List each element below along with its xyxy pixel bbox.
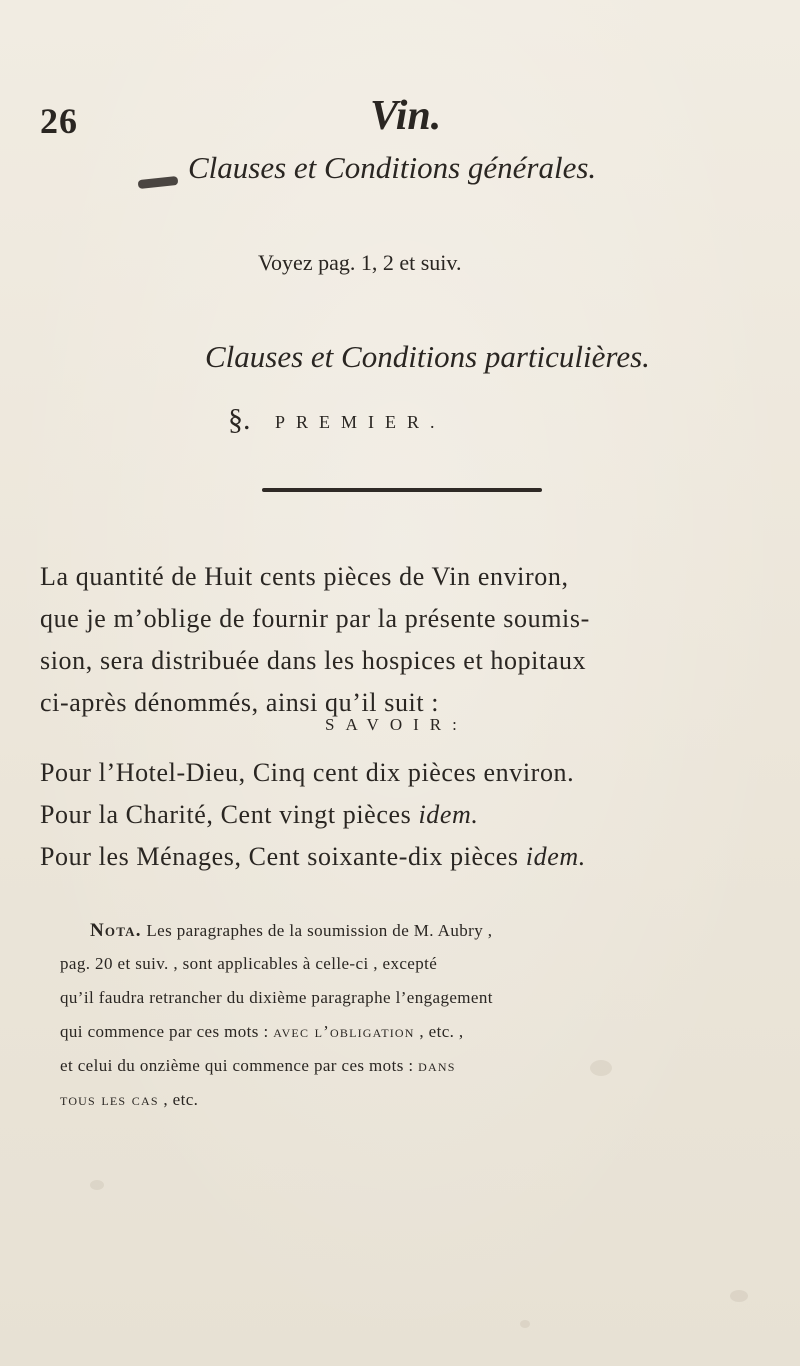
body-line-4: ci-après dénommés, ainsi qu’il suit : (40, 688, 440, 717)
nota-label: Nota. (90, 920, 142, 941)
nota-text: qui commence par ces mots : (60, 1022, 274, 1041)
paper-stain (520, 1320, 530, 1328)
divider-rule (262, 488, 542, 492)
nota-line-6 (60, 1090, 198, 1110)
nota-line-2: pag. 20 et suiv. , sont applicables à celle-ci , excepté (60, 954, 438, 973)
paper-stain (730, 1290, 748, 1302)
nota-text: Les paragraphes de la soumission de M. Aubry , (146, 921, 493, 940)
page-reference: Voyez pag. 1, 2 et suiv. (258, 250, 462, 275)
section-title: PREMIER. (275, 412, 446, 432)
nota-smallcaps: dans (418, 1056, 456, 1075)
paper-stain (590, 1060, 612, 1076)
nota-line-3: qu’il faudra retrancher du dixième paragraphe l’engagement (60, 988, 493, 1007)
running-title: Vin. (370, 93, 442, 139)
allocation-text: Pour la Charité, Cent vingt pièces (40, 800, 419, 829)
allocation-text: Pour l’Hotel-Dieu, Cinq cent dix pièces environ. (40, 758, 575, 787)
particular-conditions-heading: Clauses et Conditions particulières. (205, 339, 650, 374)
paper-stain (90, 1180, 104, 1190)
nota-line-4 (60, 1022, 464, 1042)
allocation-menages (40, 842, 586, 872)
section-mark: §. (228, 403, 251, 436)
allocation-idem: idem. (418, 800, 479, 829)
body-line-2: que je m’oblige de fournir par la présente soumis- (40, 604, 590, 633)
savoir-label: SAVOIR: (325, 715, 468, 734)
nota-line-1 (90, 920, 492, 942)
allocation-charite (40, 800, 478, 830)
nota-text: , etc. (158, 1090, 199, 1109)
allocation-text: Pour les Ménages, Cent soixante-dix pièces (40, 842, 526, 871)
general-conditions-heading: Clauses et Conditions générales. (188, 150, 597, 185)
nota-line-5 (60, 1056, 456, 1076)
nota-text: et celui du onzième qui commence par ces mots : (60, 1056, 419, 1075)
nota-smallcaps: avec l’obligation (273, 1022, 415, 1041)
allocation-idem: idem. (525, 842, 586, 871)
body-line-1: La quantité de Huit cents pièces de Vin environ, (40, 562, 569, 591)
body-line-3: sion, sera distribuée dans les hospices et hopitaux (40, 646, 587, 675)
page-number: 26 (40, 101, 78, 141)
nota-text: , etc. , (414, 1022, 464, 1041)
nota-smallcaps: tous les cas (60, 1090, 159, 1109)
allocation-hotel-dieu (40, 758, 574, 788)
ink-blot (138, 176, 179, 189)
